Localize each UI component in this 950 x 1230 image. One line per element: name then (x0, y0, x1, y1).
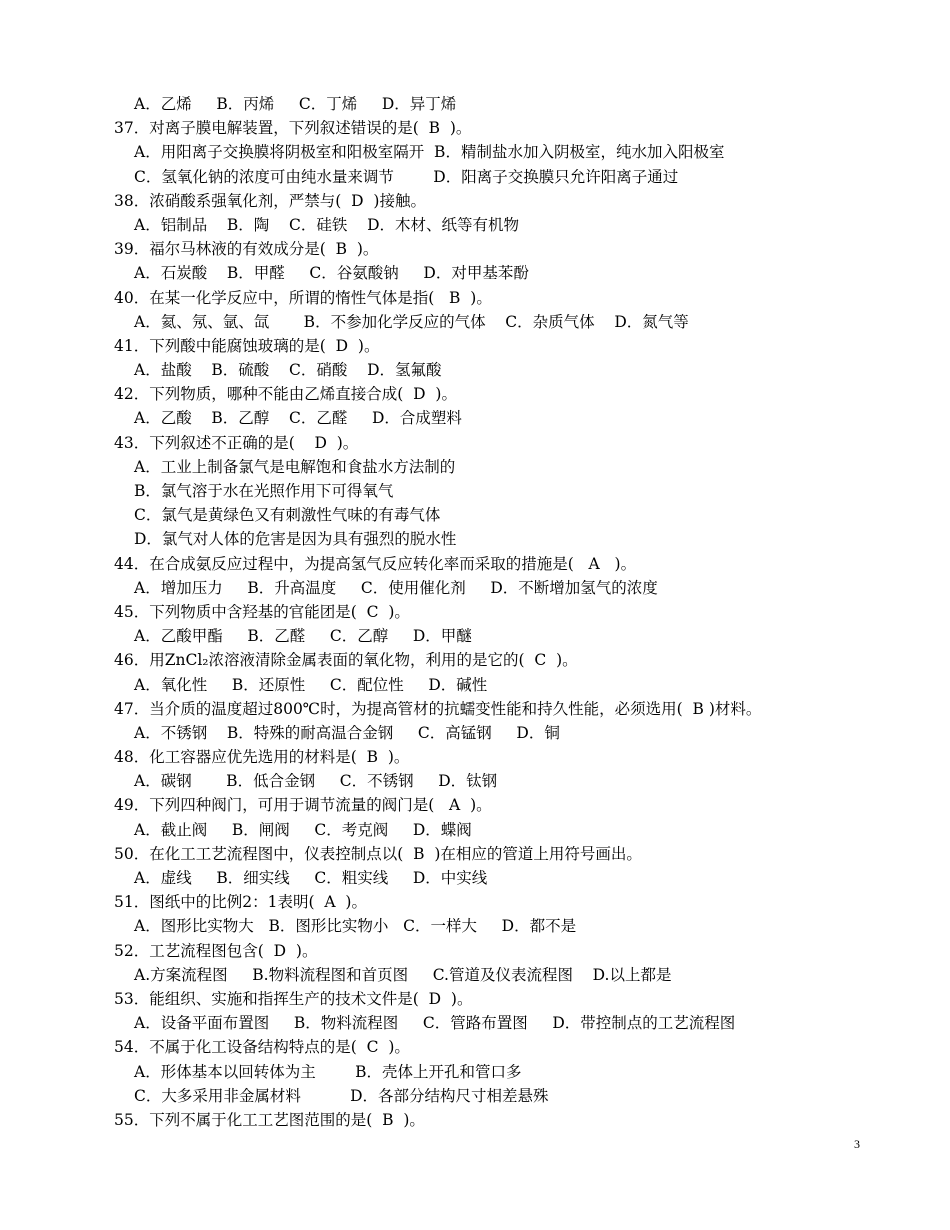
answer-options: A．不锈钢 B．特殊的耐高温合金钢 C．高锰钢 D．铜 (134, 723, 560, 742)
answer-options: A．氧化性 B．还原性 C．配位性 D．碱性 (134, 675, 488, 694)
answer-options: A．乙烯 B．丙烯 C．丁烯 D．异丁烯 (134, 95, 457, 113)
question-stem: 40．在某一化学反应中，所谓的惰性气体是指( B )。 (114, 288, 492, 307)
answer-options: A．截止阀 B．闸阀 C．考克阀 D．蝶阀 (134, 820, 472, 839)
answer-options: A．铝制品 B．陶 C．硅铁 D．木材、纸等有机物 (134, 215, 519, 234)
question-stem: 37．对离子膜电解装置，下列叙述错误的是( B )。 (114, 119, 472, 138)
question-stem: 55．下列不属于化工工艺图范围的是( B )。 (114, 1110, 425, 1129)
question-stem: 42．下列物质，哪种不能由乙烯直接合成( D )。 (114, 385, 457, 404)
answer-options: A．设备平面布置图 B．物料流程图 C．管路布置图 D．带控制点的工艺流程图 (134, 1014, 736, 1033)
answer-options: A．乙酸 B．乙醇 C．乙醛 D．合成塑料 (134, 409, 462, 428)
answer-options: C．氯气是黄绿色又有刺激性气味的有毒气体 (134, 506, 441, 525)
question-stem: 52．工艺流程图包含( D )。 (114, 941, 318, 960)
answer-options: D．氯气对人体的危害是因为具有强烈的脱水性 (134, 530, 457, 549)
question-stem: 46．用ZnCl₂浓溶液清除金属表面的氧化物，利用的是它的( C )。 (114, 651, 578, 670)
answer-options: B．氯气溶于水在光照作用下可得氧气 (134, 482, 394, 500)
question-stem: 50．在化工工艺流程图中，仪表控制点以( B )在相应的管道上用符号画出。 (114, 844, 642, 863)
answer-options: A．形体基本以回转体为主 B．壳体上开孔和管口多 (134, 1062, 522, 1081)
answer-options: A．工业上制备氯气是电解饱和食盐水方法制的 (134, 457, 456, 476)
answer-options: A．石炭酸 B．甲醛 C．谷氨酸钠 D．对甲基苯酚 (134, 264, 529, 283)
question-stem: 38．浓硝酸系强氧化剂，严禁与( D )接触。 (114, 191, 426, 210)
answer-options: A．盐酸 B．硫酸 C．硝酸 D．氢氟酸 (134, 361, 442, 380)
answer-options: A.方案流程图 B.物料流程图和首页图 C.管道及仪表流程图 D.以上都是 (134, 965, 672, 984)
question-stem: 39．福尔马林液的有效成分是( B )。 (114, 240, 379, 259)
answer-options: A．用阳离子交换膜将阴极室和阳极室隔开 B．精制盐水加入阴极室，纯水加入阳极室 (134, 143, 725, 162)
question-stem: 54．不属于化工设备结构特点的是( C )。 (114, 1038, 410, 1057)
question-stem: 45．下列物质中含羟基的官能团是( C )。 (114, 602, 410, 621)
page-number: 3 (854, 1137, 860, 1151)
answer-options: A．增加压力 B．升高温度 C．使用催化剂 D．不断增加氢气的浓度 (134, 578, 658, 597)
question-stem: 49．下列四种阀门，可用于调节流量的阀门是( A )。 (114, 796, 492, 815)
question-list (114, 92, 894, 1132)
question-stem: 51．图纸中的比例2：1表明( A )。 (114, 893, 367, 912)
answer-options: C．大多采用非金属材料 D．各部分结构尺寸相差悬殊 (134, 1086, 549, 1105)
answer-options: A．虚线 B．细实线 C．粗实线 D．中实线 (134, 869, 488, 887)
answer-options: A．乙酸甲酯 B．乙醛 C．乙醇 D．甲醚 (134, 627, 472, 646)
question-stem: 47．当介质的温度超过800℃时，为提高管材的抗蠕变性能和持久性能，必须选用( B )材料。 (114, 699, 762, 718)
question-stem: 48．化工容器应优先选用的材料是( B )。 (114, 748, 410, 767)
answer-options: A．图形比实物大 B．图形比实物小 C．一样大 D．都不是 (134, 917, 577, 936)
answer-options: A．氦、氖、氩、氙 B．不参加化学反应的气体 C．杂质气体 D．氮气等 (134, 312, 689, 331)
question-stem: 43．下列叙述不正确的是( D )。 (114, 433, 359, 452)
question-stem: 44．在合成氨反应过程中，为提高氢气反应转化率而采取的措施是( A )。 (114, 554, 637, 573)
question-stem: 41．下列酸中能腐蚀玻璃的是( D )。 (114, 336, 380, 355)
answer-options: C．氢氧化钠的浓度可由纯水量来调节 D．阳离子交换膜只允许阳离子通过 (134, 167, 679, 186)
question-stem: 53．能组织、实施和指挥生产的技术文件是( D )。 (114, 989, 473, 1008)
answer-options: A．碳钢 B．低合金钢 C．不锈钢 D．钛钢 (134, 772, 498, 791)
